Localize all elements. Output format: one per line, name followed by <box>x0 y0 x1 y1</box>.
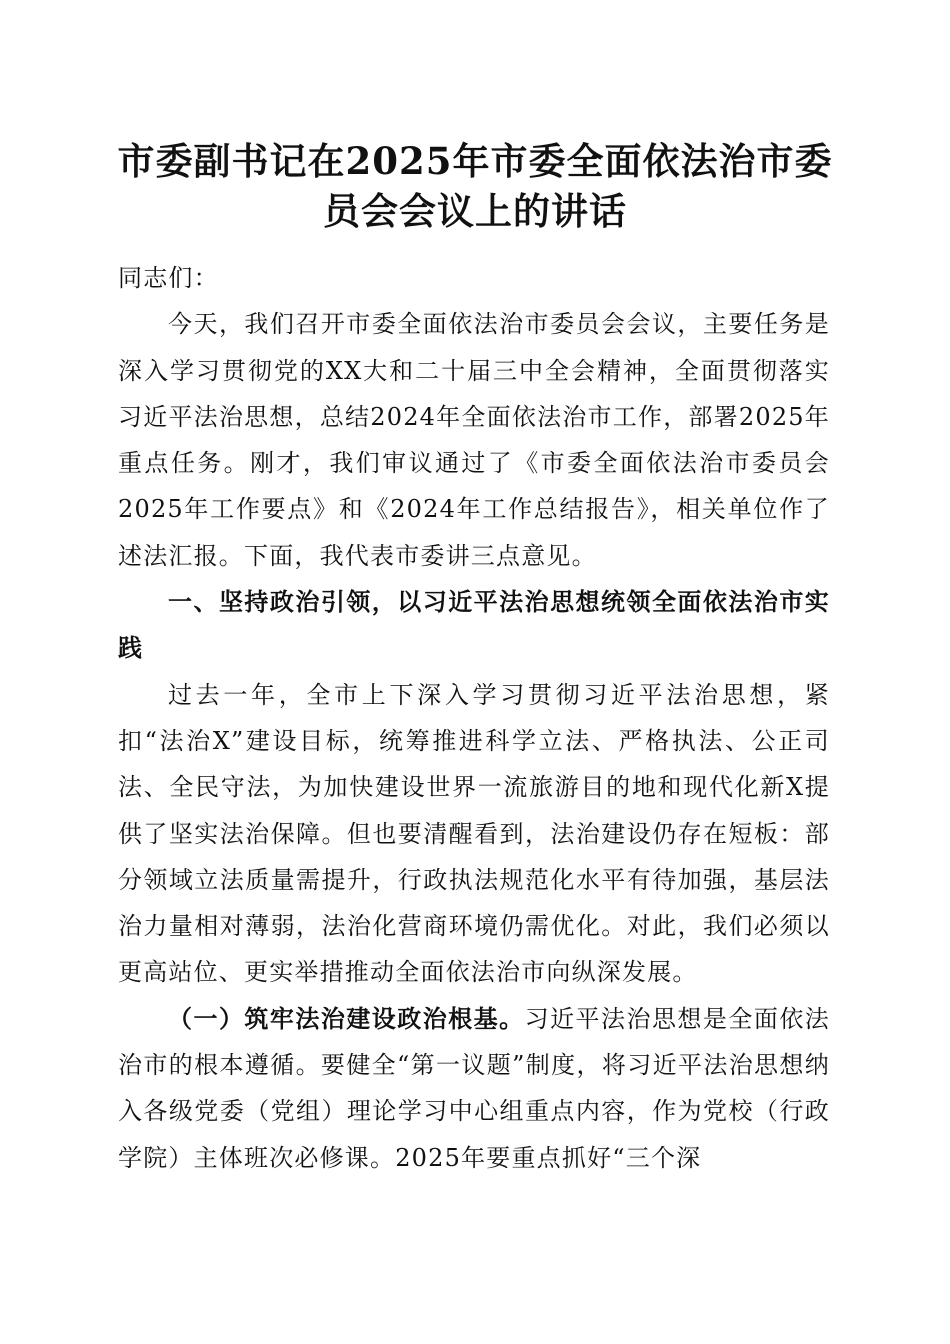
subsection-heading-1: （一）筑牢法治建设政治根基。 <box>168 1003 525 1033</box>
paragraph-subsection-1 <box>118 996 830 1181</box>
paragraph-review: 过去一年，全市上下深入学习贯彻习近平法治思想，紧扣“法治X”建设目标，统筹推进科学立法、严格执法、公正司法、全民守法，为加快建设世界一流旅游目的地和现代化新X提供了坚实法治保障。但也要清醒看到，法治建设仍存在短板：部分领域立法质量需提升，行政执法规范化水平有待加强，基层法治力量相对薄弱，法治化营商环境仍需优化。对此，我们必须以更高站位、更实举措推动全面依法治市向纵深发展。 <box>118 680 830 987</box>
document-body <box>118 255 830 1181</box>
paragraph-opening: 今天，我们召开市委全面依法治市委员会会议，主要任务是深入学习贯彻党的XX大和二十届三中全会精神，全面贯彻落实习近平法治思想，总结2024年全面依法治市工作，部署2025年重点任务。刚才，我们审议通过了《市委全面依法治市委员会2025年工作要点》和《2024年工作总结报告》，相关单位作了述法汇报。下面，我代表市委讲三点意见。 <box>118 310 830 570</box>
subsection-body-1: 习近平法治思想是全面依法治市的根本遵循。要健全“第一议题”制度，将习近平法治思想纳入各级党委（党组）理论学习中心组重点内容，作为党校（行政学院）主体班次必修课。2025年要重点抓好“三个深 <box>118 1004 830 1172</box>
salutation: 同志们： <box>118 264 219 292</box>
document-title: 市委副书记在2025年市委全面依法治市委员会会议上的讲话 <box>117 139 833 233</box>
section-heading-1: 一、坚持政治引领，以习近平法治思想统领全面依法治市实践 <box>118 588 830 663</box>
